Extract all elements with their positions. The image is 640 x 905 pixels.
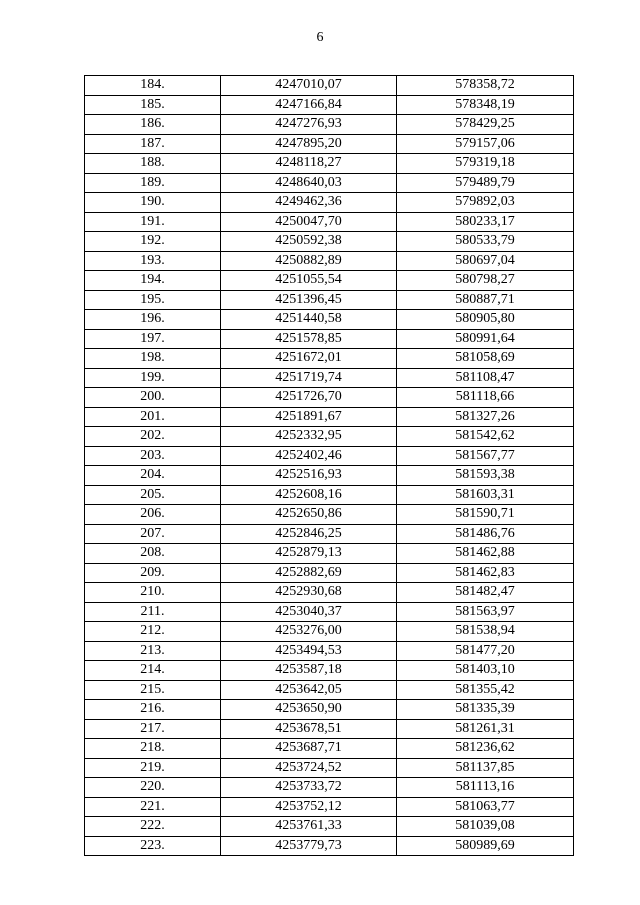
coordinates-table-body — [85, 76, 574, 856]
table-row — [85, 446, 574, 466]
y-coordinate-cell: 581137,85 — [397, 758, 574, 778]
x-coordinate-cell: 4247276,93 — [221, 115, 397, 135]
point-number-cell: 210. — [85, 583, 221, 603]
table-row — [85, 485, 574, 505]
point-number-cell: 195. — [85, 290, 221, 310]
y-coordinate-cell: 578348,19 — [397, 95, 574, 115]
table-row — [85, 622, 574, 642]
table-row — [85, 95, 574, 115]
y-coordinate-cell: 579892,03 — [397, 193, 574, 213]
x-coordinate-cell: 4253276,00 — [221, 622, 397, 642]
table-row — [85, 290, 574, 310]
coordinates-table — [84, 75, 574, 856]
table-row — [85, 134, 574, 154]
x-coordinate-cell: 4247010,07 — [221, 76, 397, 96]
table-row — [85, 212, 574, 232]
table-row — [85, 544, 574, 564]
point-number-cell: 197. — [85, 329, 221, 349]
x-coordinate-cell: 4253040,37 — [221, 602, 397, 622]
x-coordinate-cell: 4248118,27 — [221, 154, 397, 174]
x-coordinate-cell: 4253724,52 — [221, 758, 397, 778]
y-coordinate-cell: 581335,39 — [397, 700, 574, 720]
x-coordinate-cell: 4251578,85 — [221, 329, 397, 349]
y-coordinate-cell: 580533,79 — [397, 232, 574, 252]
y-coordinate-cell: 581058,69 — [397, 349, 574, 369]
point-number-cell: 184. — [85, 76, 221, 96]
x-coordinate-cell: 4252879,13 — [221, 544, 397, 564]
x-coordinate-cell: 4253642,05 — [221, 680, 397, 700]
x-coordinate-cell: 4252608,16 — [221, 485, 397, 505]
x-coordinate-cell: 4252650,86 — [221, 505, 397, 525]
table-row — [85, 583, 574, 603]
point-number-cell: 200. — [85, 388, 221, 408]
point-number-cell: 194. — [85, 271, 221, 291]
x-coordinate-cell: 4247166,84 — [221, 95, 397, 115]
y-coordinate-cell: 581118,66 — [397, 388, 574, 408]
point-number-cell: 190. — [85, 193, 221, 213]
x-coordinate-cell: 4252402,46 — [221, 446, 397, 466]
point-number-cell: 201. — [85, 407, 221, 427]
table-row — [85, 368, 574, 388]
y-coordinate-cell: 580697,04 — [397, 251, 574, 271]
point-number-cell: 198. — [85, 349, 221, 369]
table-row — [85, 797, 574, 817]
table-row — [85, 388, 574, 408]
point-number-cell: 212. — [85, 622, 221, 642]
y-coordinate-cell: 581590,71 — [397, 505, 574, 525]
point-number-cell: 215. — [85, 680, 221, 700]
table-row — [85, 505, 574, 525]
x-coordinate-cell: 4253752,12 — [221, 797, 397, 817]
point-number-cell: 217. — [85, 719, 221, 739]
x-coordinate-cell: 4251891,67 — [221, 407, 397, 427]
table-row — [85, 524, 574, 544]
table-row — [85, 739, 574, 759]
y-coordinate-cell: 579319,18 — [397, 154, 574, 174]
point-number-cell: 222. — [85, 817, 221, 837]
x-coordinate-cell: 4253733,72 — [221, 778, 397, 798]
point-number-cell: 204. — [85, 466, 221, 486]
x-coordinate-cell: 4252930,68 — [221, 583, 397, 603]
table-row — [85, 310, 574, 330]
table-row — [85, 680, 574, 700]
table-row — [85, 563, 574, 583]
point-number-cell: 208. — [85, 544, 221, 564]
x-coordinate-cell: 4251672,01 — [221, 349, 397, 369]
x-coordinate-cell: 4250592,38 — [221, 232, 397, 252]
point-number-cell: 203. — [85, 446, 221, 466]
y-coordinate-cell: 581603,31 — [397, 485, 574, 505]
table-row — [85, 173, 574, 193]
y-coordinate-cell: 581403,10 — [397, 661, 574, 681]
table-row — [85, 641, 574, 661]
x-coordinate-cell: 4250882,89 — [221, 251, 397, 271]
point-number-cell: 206. — [85, 505, 221, 525]
table-row — [85, 76, 574, 96]
x-coordinate-cell: 4253779,73 — [221, 836, 397, 856]
point-number-cell: 209. — [85, 563, 221, 583]
table-row — [85, 271, 574, 291]
table-row — [85, 700, 574, 720]
y-coordinate-cell: 581593,38 — [397, 466, 574, 486]
table-row — [85, 329, 574, 349]
x-coordinate-cell: 4251055,54 — [221, 271, 397, 291]
y-coordinate-cell: 578358,72 — [397, 76, 574, 96]
x-coordinate-cell: 4253761,33 — [221, 817, 397, 837]
x-coordinate-cell: 4252516,93 — [221, 466, 397, 486]
y-coordinate-cell: 581462,83 — [397, 563, 574, 583]
y-coordinate-cell: 580798,27 — [397, 271, 574, 291]
y-coordinate-cell: 580989,69 — [397, 836, 574, 856]
table-row — [85, 407, 574, 427]
x-coordinate-cell: 4248640,03 — [221, 173, 397, 193]
x-coordinate-cell: 4253494,53 — [221, 641, 397, 661]
y-coordinate-cell: 579157,06 — [397, 134, 574, 154]
x-coordinate-cell: 4251396,45 — [221, 290, 397, 310]
table-row — [85, 817, 574, 837]
y-coordinate-cell: 580991,64 — [397, 329, 574, 349]
x-coordinate-cell: 4253650,90 — [221, 700, 397, 720]
table-row — [85, 836, 574, 856]
point-number-cell: 186. — [85, 115, 221, 135]
y-coordinate-cell: 581355,42 — [397, 680, 574, 700]
point-number-cell: 221. — [85, 797, 221, 817]
point-number-cell: 188. — [85, 154, 221, 174]
y-coordinate-cell: 581113,16 — [397, 778, 574, 798]
x-coordinate-cell: 4250047,70 — [221, 212, 397, 232]
y-coordinate-cell: 581486,76 — [397, 524, 574, 544]
y-coordinate-cell: 581063,77 — [397, 797, 574, 817]
table-row — [85, 778, 574, 798]
y-coordinate-cell: 580233,17 — [397, 212, 574, 232]
y-coordinate-cell: 581108,47 — [397, 368, 574, 388]
point-number-cell: 205. — [85, 485, 221, 505]
point-number-cell: 189. — [85, 173, 221, 193]
point-number-cell: 220. — [85, 778, 221, 798]
point-number-cell: 193. — [85, 251, 221, 271]
x-coordinate-cell: 4253678,51 — [221, 719, 397, 739]
x-coordinate-cell: 4253587,18 — [221, 661, 397, 681]
x-coordinate-cell: 4253687,71 — [221, 739, 397, 759]
x-coordinate-cell: 4252332,95 — [221, 427, 397, 447]
y-coordinate-cell: 581462,88 — [397, 544, 574, 564]
point-number-cell: 185. — [85, 95, 221, 115]
table-row — [85, 427, 574, 447]
point-number-cell: 214. — [85, 661, 221, 681]
y-coordinate-cell: 581327,26 — [397, 407, 574, 427]
table-row — [85, 349, 574, 369]
y-coordinate-cell: 581261,31 — [397, 719, 574, 739]
table-row — [85, 602, 574, 622]
y-coordinate-cell: 581236,62 — [397, 739, 574, 759]
point-number-cell: 218. — [85, 739, 221, 759]
table-row — [85, 193, 574, 213]
y-coordinate-cell: 581542,62 — [397, 427, 574, 447]
table-row — [85, 466, 574, 486]
x-coordinate-cell: 4251440,58 — [221, 310, 397, 330]
y-coordinate-cell: 581563,97 — [397, 602, 574, 622]
y-coordinate-cell: 578429,25 — [397, 115, 574, 135]
point-number-cell: 213. — [85, 641, 221, 661]
page-number: 6 — [316, 30, 324, 45]
point-number-cell: 191. — [85, 212, 221, 232]
table-row — [85, 154, 574, 174]
x-coordinate-cell: 4247895,20 — [221, 134, 397, 154]
y-coordinate-cell: 581567,77 — [397, 446, 574, 466]
table-row — [85, 251, 574, 271]
point-number-cell: 207. — [85, 524, 221, 544]
x-coordinate-cell: 4252846,25 — [221, 524, 397, 544]
x-coordinate-cell: 4252882,69 — [221, 563, 397, 583]
y-coordinate-cell: 581538,94 — [397, 622, 574, 642]
table-row — [85, 758, 574, 778]
table-row — [85, 115, 574, 135]
point-number-cell: 211. — [85, 602, 221, 622]
y-coordinate-cell: 579489,79 — [397, 173, 574, 193]
table-row — [85, 719, 574, 739]
x-coordinate-cell: 4251726,70 — [221, 388, 397, 408]
y-coordinate-cell: 580905,80 — [397, 310, 574, 330]
y-coordinate-cell: 581477,20 — [397, 641, 574, 661]
y-coordinate-cell: 580887,71 — [397, 290, 574, 310]
point-number-cell: 187. — [85, 134, 221, 154]
point-number-cell: 219. — [85, 758, 221, 778]
point-number-cell: 192. — [85, 232, 221, 252]
y-coordinate-cell: 581482,47 — [397, 583, 574, 603]
y-coordinate-cell: 581039,08 — [397, 817, 574, 837]
point-number-cell: 196. — [85, 310, 221, 330]
x-coordinate-cell: 4249462,36 — [221, 193, 397, 213]
table-row — [85, 232, 574, 252]
table-row — [85, 661, 574, 681]
x-coordinate-cell: 4251719,74 — [221, 368, 397, 388]
point-number-cell: 216. — [85, 700, 221, 720]
point-number-cell: 202. — [85, 427, 221, 447]
point-number-cell: 199. — [85, 368, 221, 388]
point-number-cell: 223. — [85, 836, 221, 856]
